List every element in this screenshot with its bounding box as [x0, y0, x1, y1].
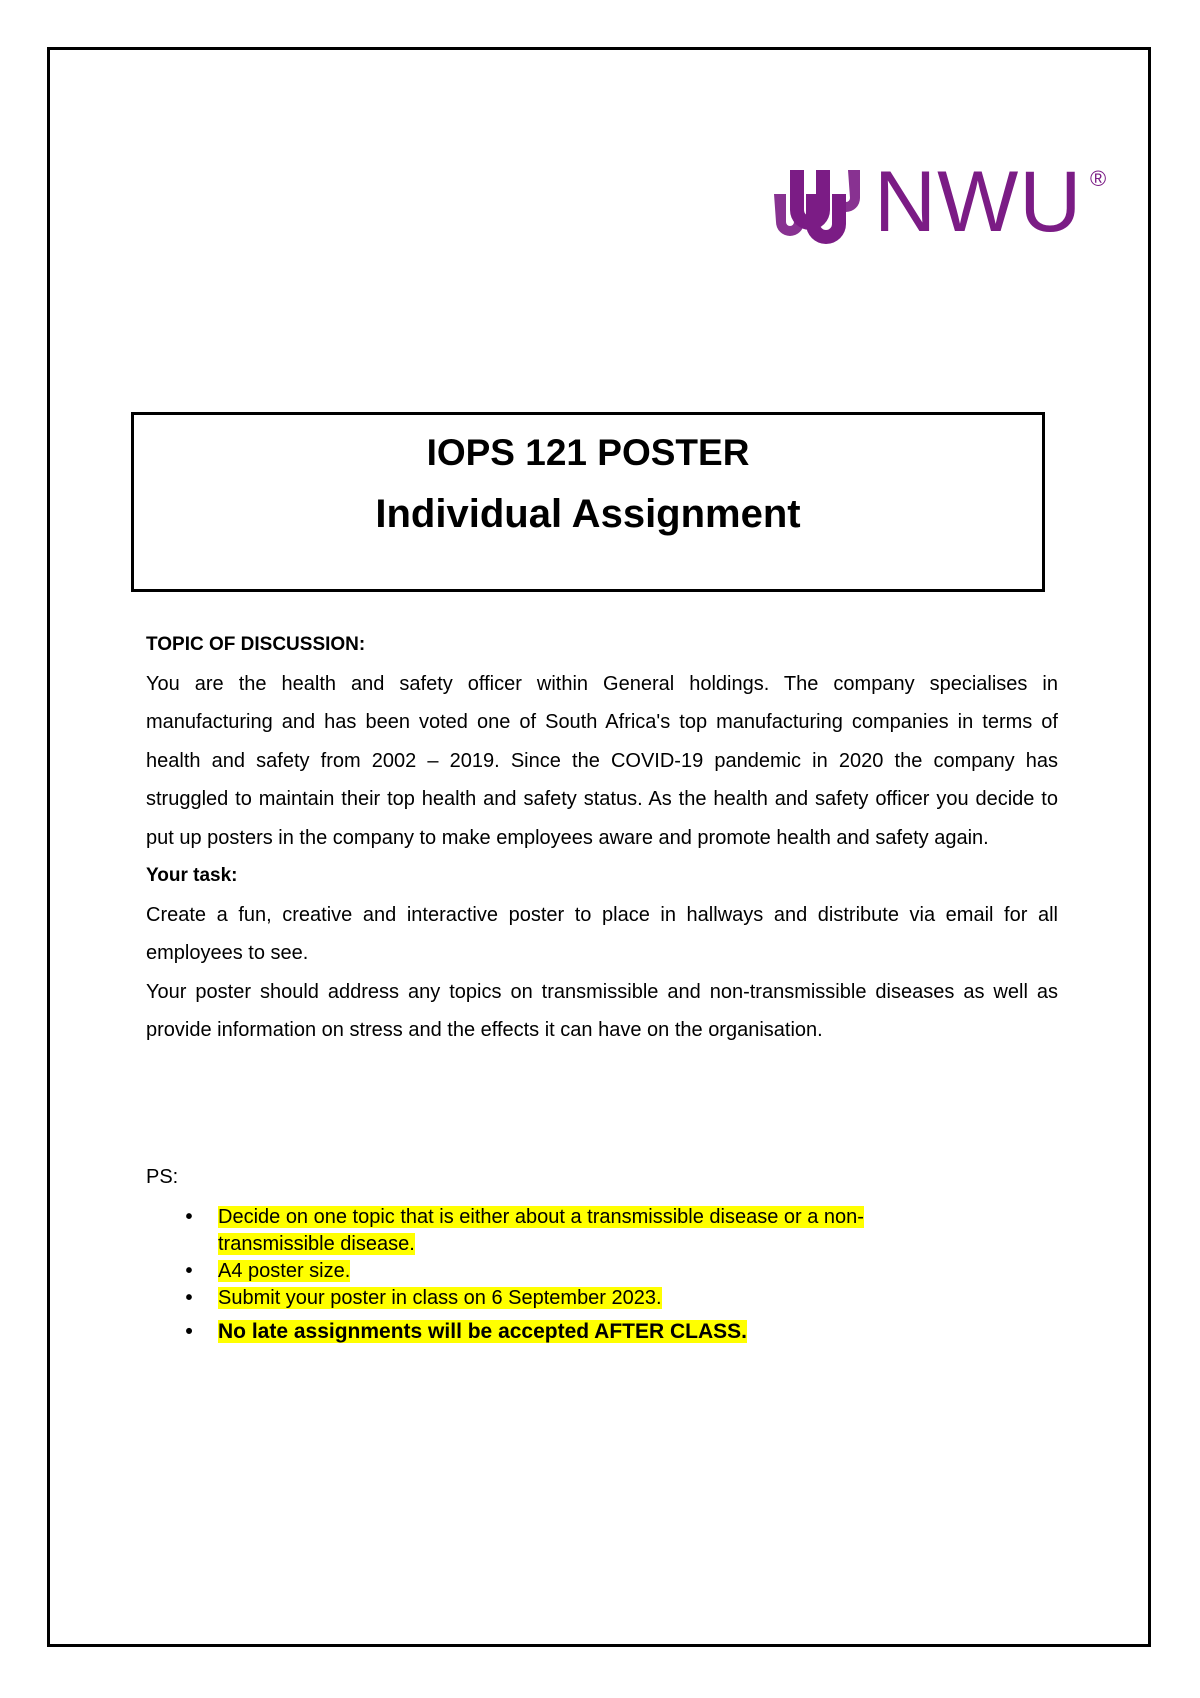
ps-item [180, 1318, 960, 1345]
title-box [131, 412, 1045, 592]
registered-mark: ® [1090, 166, 1107, 191]
bullet-icon: • [185, 1206, 193, 1228]
ps-label: PS: [146, 1166, 179, 1188]
ps-item-text: A4 poster size. [218, 1260, 351, 1282]
ps-list [180, 1204, 960, 1345]
bullet-icon: • [185, 1287, 193, 1309]
nwu-emblem-icon [772, 160, 864, 244]
task-paragraph-2: Your poster should address any topics on transmissible and non-transmissible diseases as well as provide information on stress and the effects it can have on the organisation. [146, 980, 1058, 1041]
ps-item [180, 1258, 960, 1285]
course-title: IOPS 121 POSTER [426, 432, 750, 473]
assignment-subtitle: Individual Assignment [375, 492, 801, 536]
assignment-content [146, 626, 1058, 1050]
task-heading: Your task: [146, 865, 238, 886]
ps-item-text: No late assignments will be accepted AFTER CLASS. [218, 1320, 748, 1343]
topic-heading: TOPIC OF DISCUSSION: [146, 634, 366, 655]
task-paragraph-1: Create a fun, creative and interactive poster to place in hallways and distribute via email for all employees to see. [146, 903, 1058, 964]
nwu-logo [772, 154, 1117, 250]
bullet-icon: • [185, 1320, 193, 1343]
ps-item [180, 1285, 960, 1312]
logo-text: NWU [874, 154, 1083, 250]
topic-paragraph: You are the health and safety officer within General holdings. The company specialises in manufacturing and has been voted one of South Africa's top manufacturing companies in terms of health and safety from 2002 – 2019. Since the COVID-19 pandemic in 2020 the company has struggled to maintain their top health and safety status. As the health and safety officer you decide to put up posters in the company to make employees aware and promote health and safety again. [146, 672, 1058, 849]
bullet-icon: • [185, 1260, 193, 1282]
ps-item-text: Decide on one topic that is either about a transmissible disease or a non-transmissible disease. [218, 1206, 864, 1255]
ps-item [180, 1204, 960, 1258]
ps-item-text: Submit your poster in class on 6 September 2023. [218, 1287, 662, 1309]
